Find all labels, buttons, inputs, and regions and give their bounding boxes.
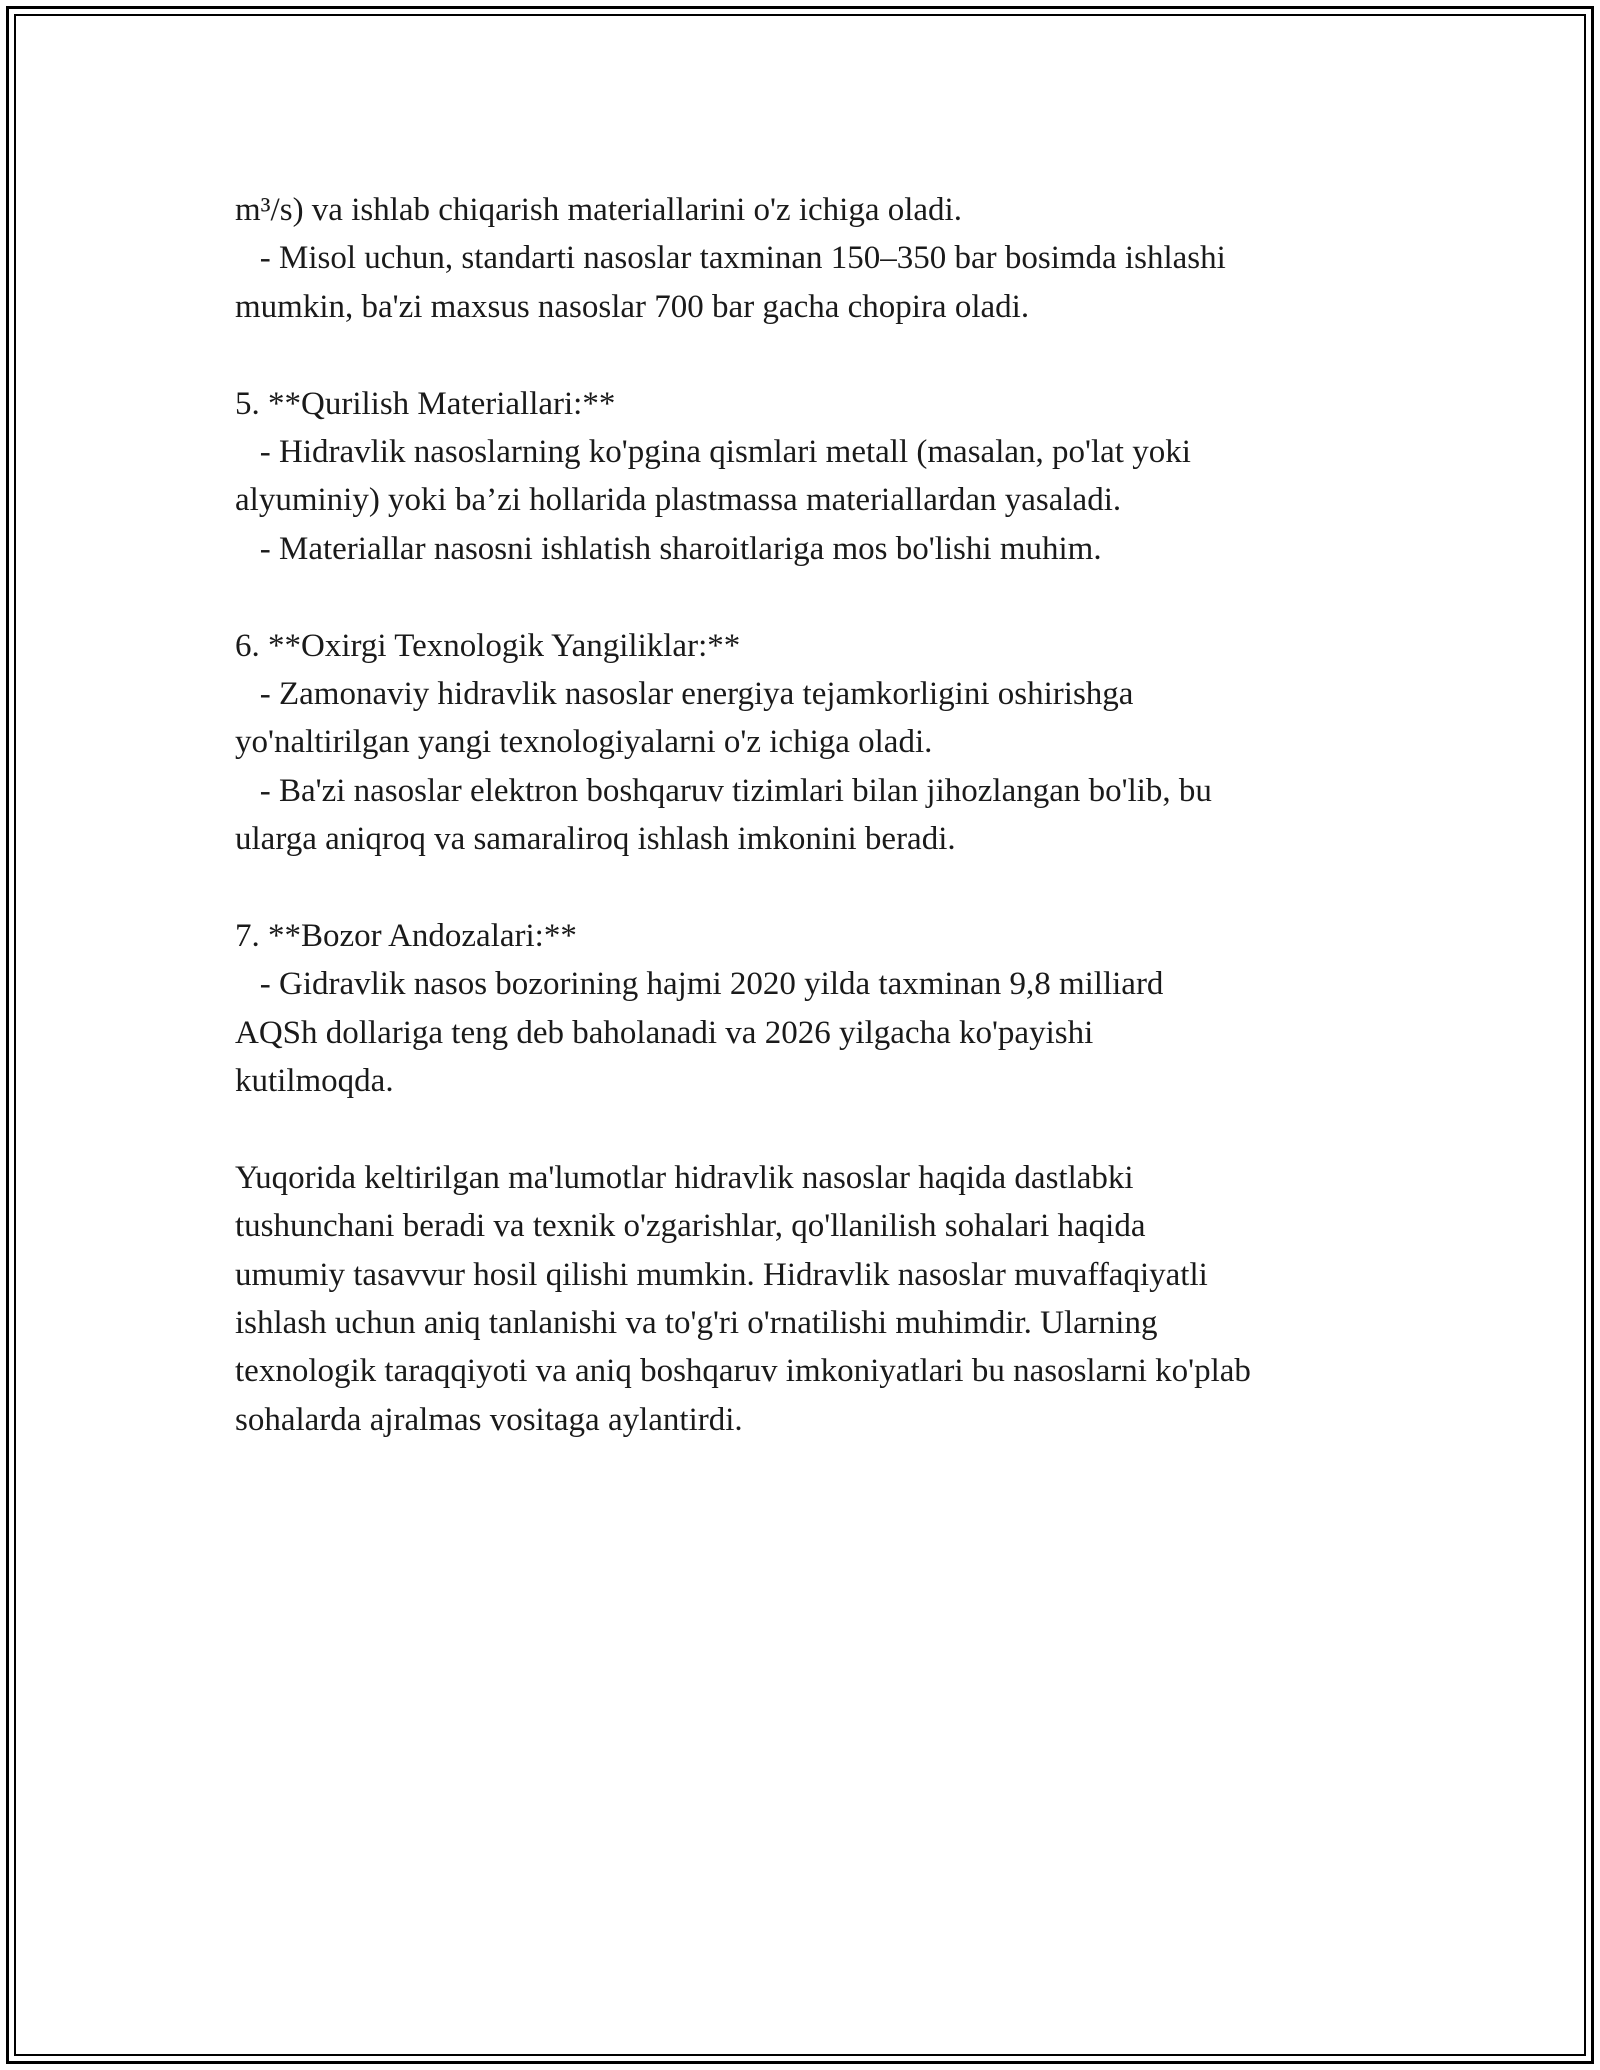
text-line: - Gidravlik nasos bozorining hajmi 2020 yilda taxminan 9,8 milliard bbox=[235, 966, 1164, 1003]
conclusion-line: texnologik taraqqiyoti va aniq boshqaruv imkoniyatlari bu nasoslarni ko'plab bbox=[235, 1353, 1251, 1390]
blank-line bbox=[235, 331, 1435, 379]
text-line: - Zamonaviy hidravlik nasoslar energiya tejamkorligini oshirishga bbox=[235, 675, 1134, 712]
conclusion-line: sohalarda ajralmas vositaga aylantirdi. bbox=[235, 1401, 743, 1438]
conclusion-line: tushunchani beradi va texnik o'zgarishlar, qo'llanilish sohalari haqida bbox=[235, 1208, 1146, 1245]
section-heading-6: 6. **Oxirgi Texnologik Yangiliklar:** bbox=[235, 627, 741, 664]
text-line: - Ba'zi nasoslar elektron boshqaruv tizimlari bilan jihozlangan bo'lib, bu bbox=[235, 772, 1212, 809]
blank-line bbox=[235, 573, 1435, 621]
conclusion-line: umumiy tasavvur hosil qilishi mumkin. Hidravlik nasoslar muvaffaqiyatli bbox=[235, 1256, 1208, 1293]
conclusion-line: Yuqorida keltirilgan ma'lumotlar hidravlik nasoslar haqida dastlabki bbox=[235, 1159, 1134, 1196]
text-line: alyuminiy) yoki ba’zi hollarida plastmassa materiallardan yasaladi. bbox=[235, 482, 1122, 519]
text-line: mumkin, ba'zi maxsus nasoslar 700 bar gacha chopira oladi. bbox=[235, 288, 1030, 325]
conclusion-line: ishlash uchun aniq tanlanishi va to'g'ri o'rnatilishi muhimdir. Ularning bbox=[235, 1304, 1158, 1341]
text-line: m³/s) va ishlab chiqarish materiallarini o'z ichiga oladi. bbox=[235, 192, 962, 228]
blank-line bbox=[235, 863, 1435, 911]
text-line: AQSh dollariga teng deb baholanadi va 2026 yilgacha ko'payishi bbox=[235, 1014, 1094, 1051]
text-line: kutilmoqda. bbox=[235, 1063, 394, 1100]
document-body bbox=[235, 186, 1435, 1444]
text-line: ularga aniqroq va samaraliroq ishlash imkonini beradi. bbox=[235, 821, 956, 858]
blank-line bbox=[235, 1105, 1435, 1153]
text-line: - Misol uchun, standarti nasoslar taxminan 150–350 bar bosimda ishlashi bbox=[235, 240, 1226, 277]
section-heading-5: 5. **Qurilish Materiallari:** bbox=[235, 385, 616, 422]
text-line: yo'naltirilgan yangi texnologiyalarni o'z ichiga oladi. bbox=[235, 724, 933, 761]
section-heading-7: 7. **Bozor Andozalari:** bbox=[235, 917, 577, 954]
text-line: - Materiallar nasosni ishlatish sharoitlariga mos bo'lishi muhim. bbox=[235, 530, 1102, 567]
text-line: - Hidravlik nasoslarning ko'pgina qismlari metall (masalan, po'lat yoki bbox=[235, 433, 1191, 470]
